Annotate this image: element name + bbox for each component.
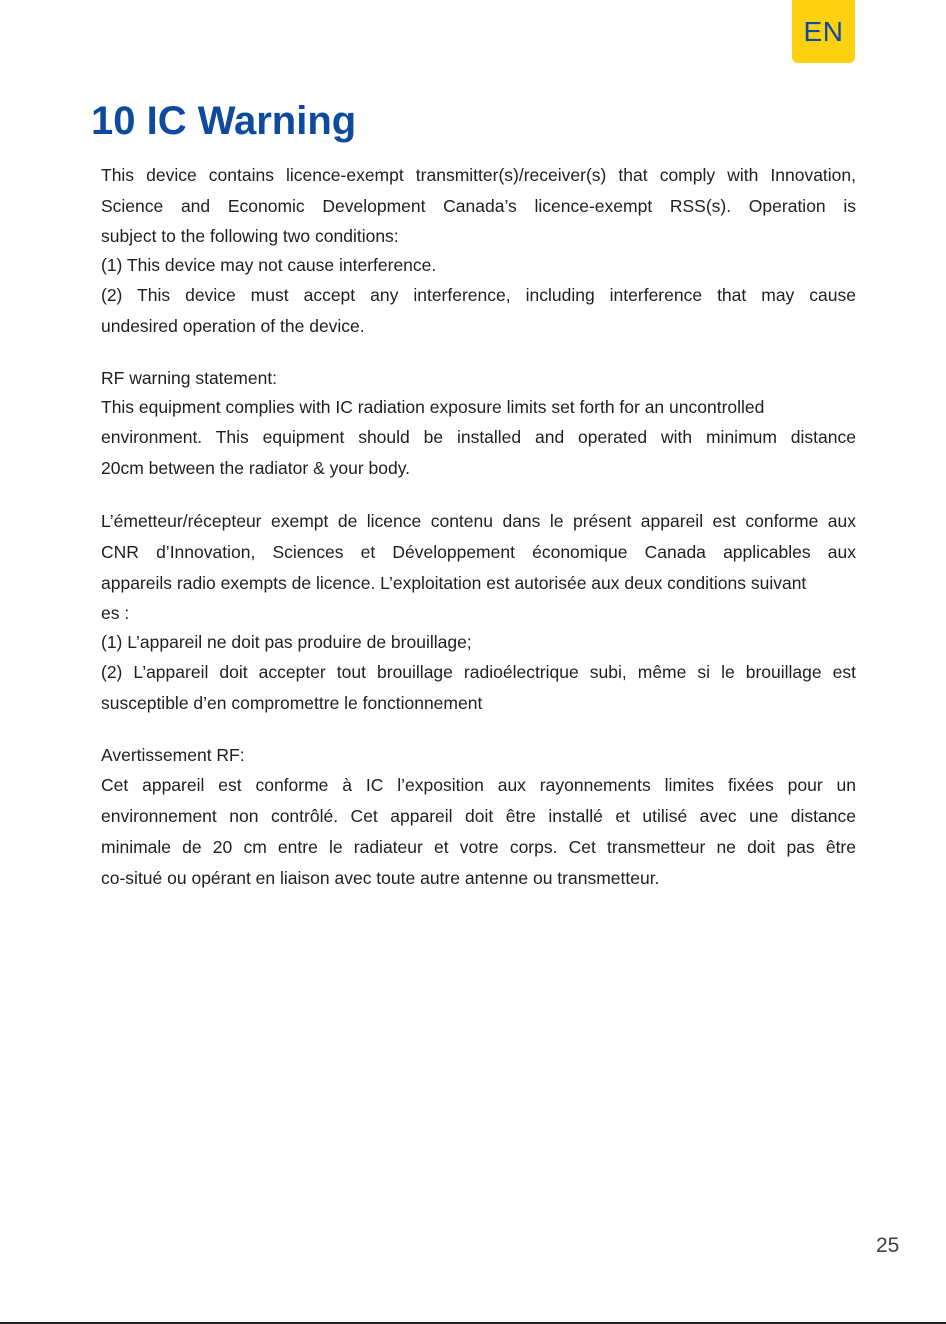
paragraph-line: 20cm between the radiator & your body. xyxy=(101,458,411,478)
paragraph-line: minimale de 20 cm entre le radiateur et votre corps. Cet transmetteur ne doit pas être xyxy=(101,837,856,857)
fr-statement-section xyxy=(101,506,856,719)
list-item: (1) L’appareil ne doit pas produire de brouillage; xyxy=(101,632,472,652)
list-item: (2) L’appareil doit accepter tout brouillage radioélectrique subi, même si le brouillage est xyxy=(101,662,856,682)
paragraph-line: L’émetteur/récepteur exempt de licence contenu dans le présent appareil est conforme aux xyxy=(101,511,856,531)
paragraph-line: co-situé ou opérant en liaison avec toute autre antenne ou transmetteur. xyxy=(101,868,660,888)
paragraph-line: This equipment complies with IC radiation exposure limits set forth for an uncontrolled xyxy=(101,397,765,417)
paragraph-line: environnement non contrôlé. Cet appareil doit être installé et utilisé avec une distance xyxy=(101,806,856,826)
ic-statement-section xyxy=(101,160,856,342)
document-body xyxy=(101,160,856,916)
paragraph-line: Cet appareil est conforme à IC l’exposition aux rayonnements limites fixées pour un xyxy=(101,775,856,795)
paragraph-line: subject to the following two conditions: xyxy=(101,226,399,246)
rf-warning-section xyxy=(101,364,856,484)
list-item: (1) This device may not cause interference. xyxy=(101,255,437,275)
page-title: 10 IC Warning xyxy=(91,99,357,143)
paragraph-line: susceptible d’en compromettre le fonctionnement xyxy=(101,693,483,713)
paragraph-line: es : xyxy=(101,603,130,623)
section-heading: RF warning statement: xyxy=(101,368,278,388)
paragraph-line: Science and Economic Development Canada’s licence-exempt RSS(s). Operation is xyxy=(101,196,856,216)
language-badge: EN xyxy=(792,0,855,63)
paragraph-line: environment. This equipment should be installed and operated with minimum distance xyxy=(101,427,856,447)
list-item: (2) This device must accept any interference, including interference that may cause xyxy=(101,285,856,305)
paragraph-line: appareils radio exempts de licence. L’exploitation est autorisée aux deux conditions suivant xyxy=(101,573,807,593)
paragraph-line: CNR d’Innovation, Sciences et Développement économique Canada applicables aux xyxy=(101,542,856,562)
paragraph-line: undesired operation of the device. xyxy=(101,316,365,336)
page-number: 25 xyxy=(876,1234,900,1257)
section-heading: Avertissement RF: xyxy=(101,745,245,765)
paragraph-line: This device contains licence-exempt transmitter(s)/receiver(s) that comply with Innovation, xyxy=(101,165,856,185)
fr-rf-warning-section xyxy=(101,741,856,894)
